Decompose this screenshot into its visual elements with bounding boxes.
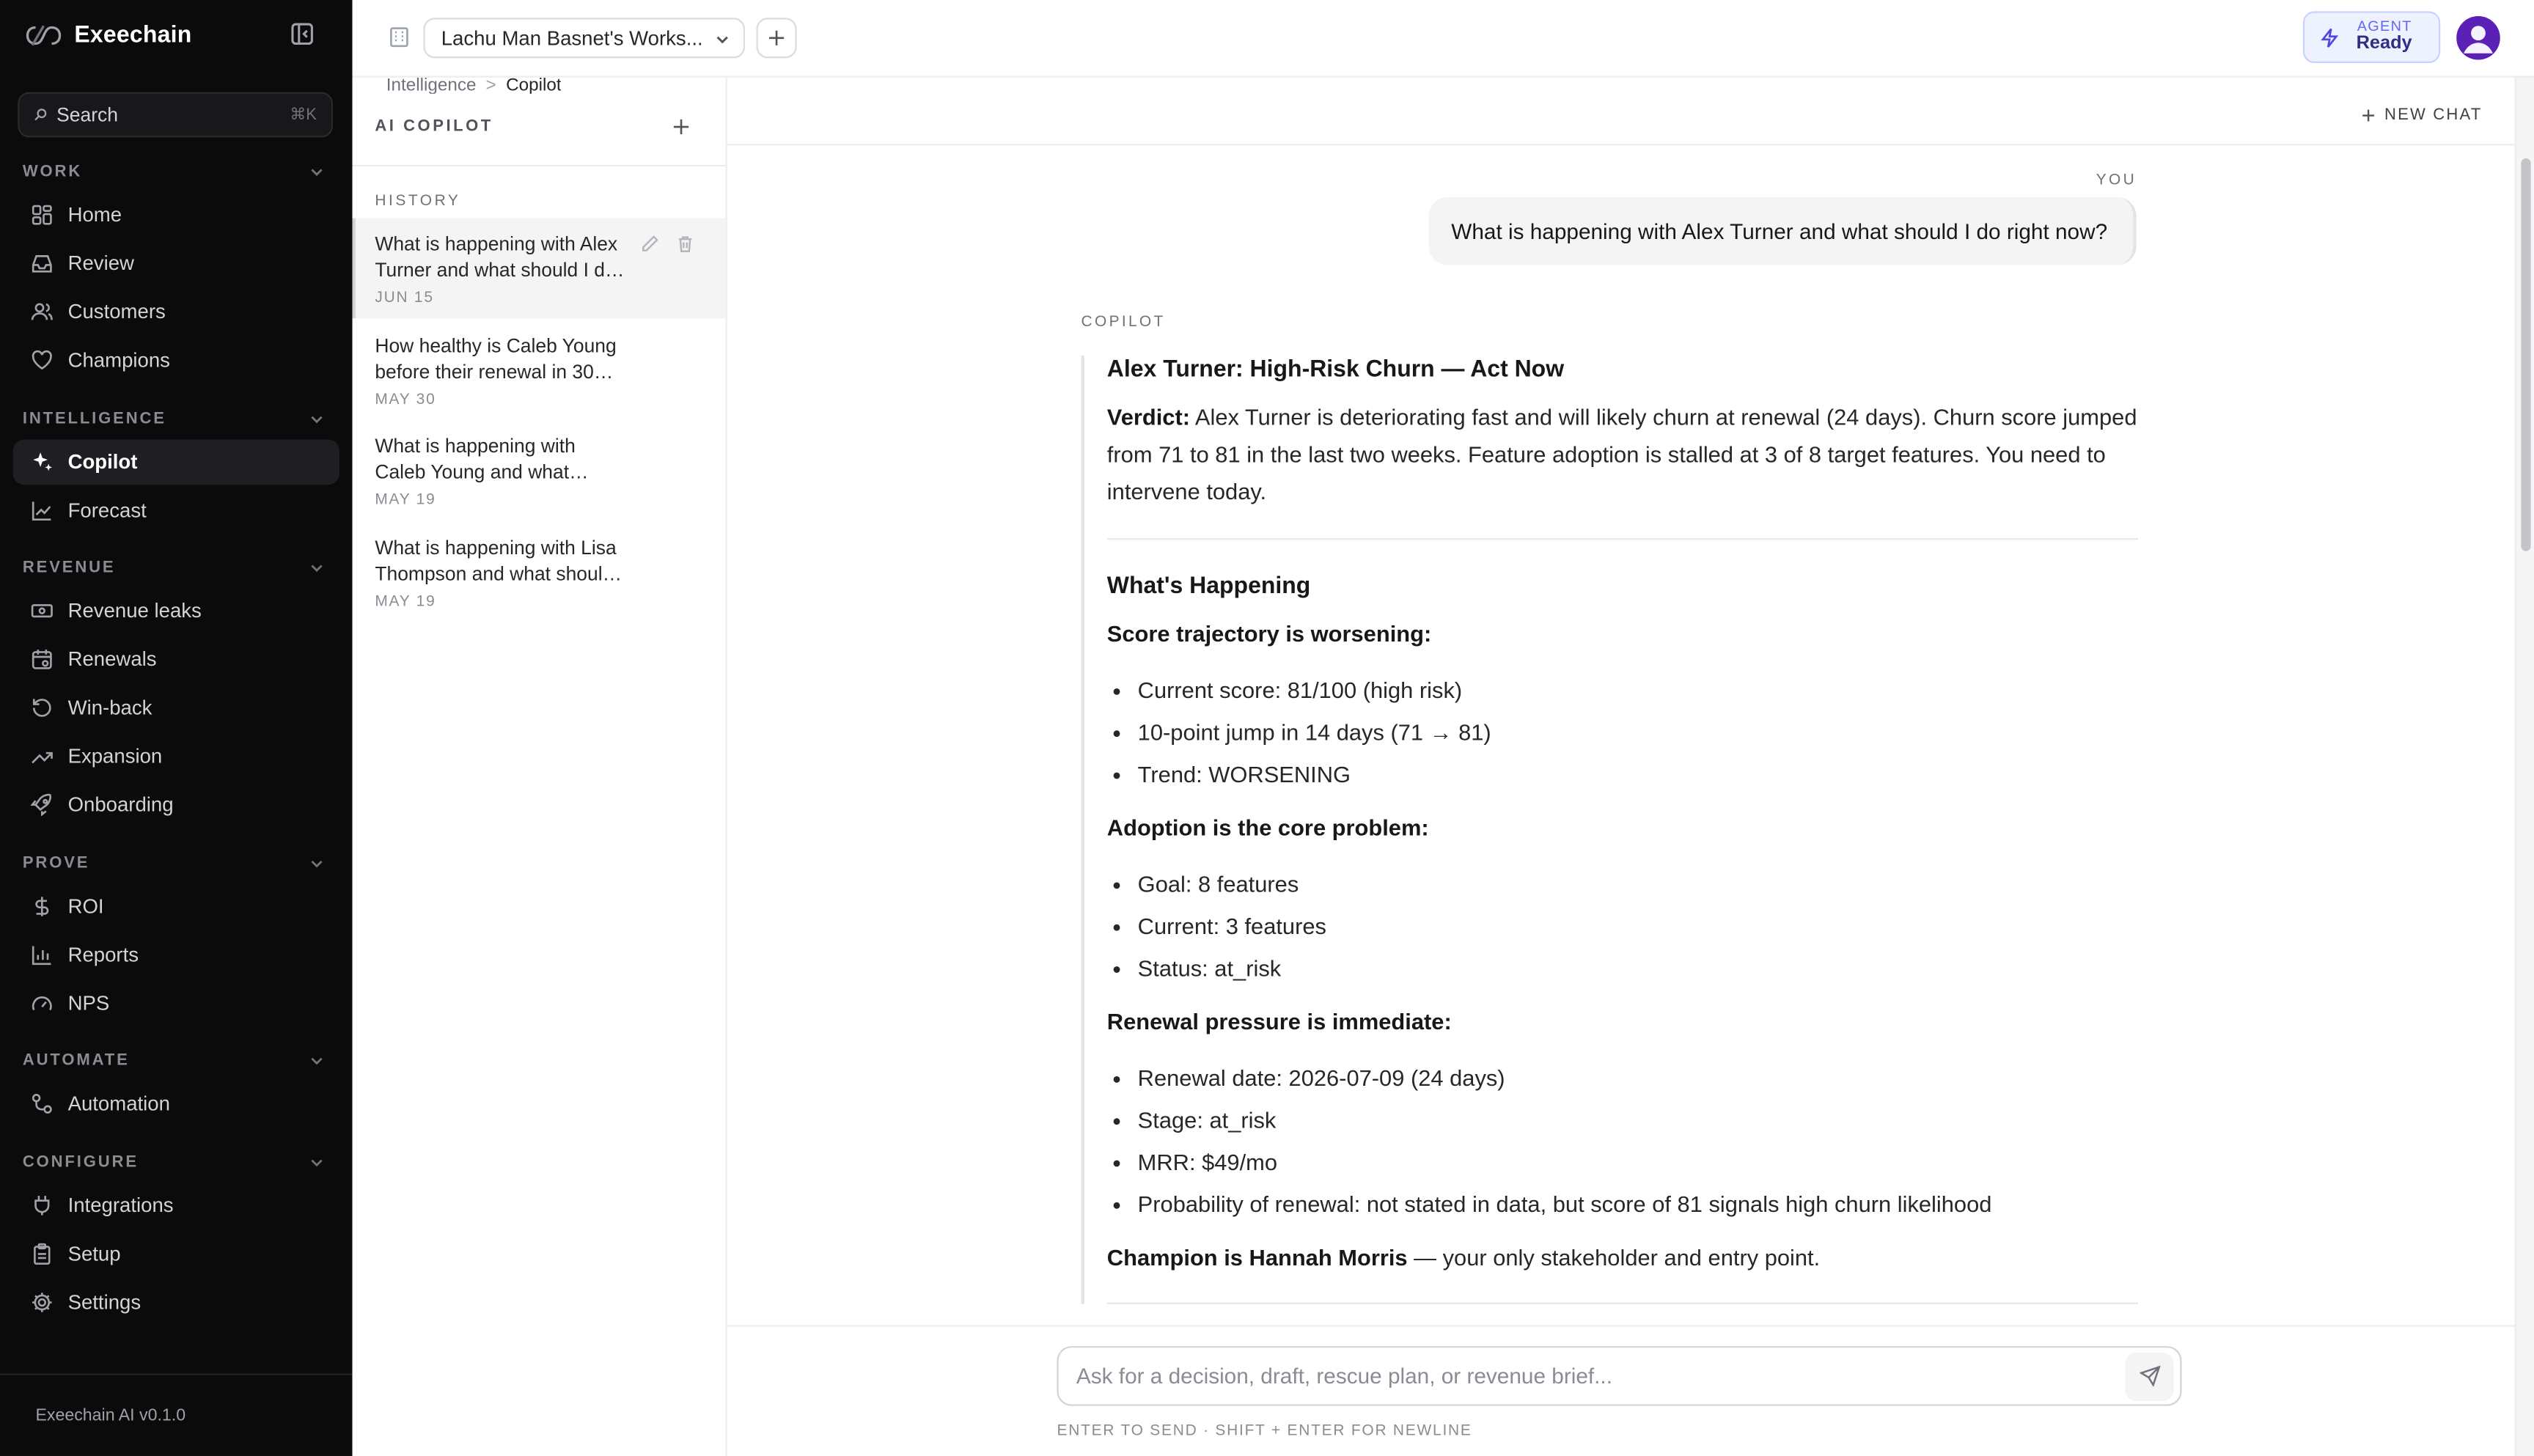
nav-label: Copilot bbox=[67, 450, 138, 474]
sidebar-item-setup[interactable] bbox=[13, 1232, 339, 1277]
calendar-icon bbox=[31, 648, 54, 671]
composer-hint: ENTER TO SEND · SHIFT + ENTER FOR NEWLINE bbox=[1057, 1422, 1472, 1440]
sidebar-item-review[interactable] bbox=[13, 240, 339, 286]
search-placeholder: Search bbox=[56, 103, 118, 126]
nav-label: Setup bbox=[67, 1243, 121, 1265]
chevron-down-icon bbox=[309, 1052, 325, 1068]
scrollbar-thumb[interactable] bbox=[2521, 158, 2530, 551]
nav-label: ROI bbox=[67, 895, 104, 918]
history-item-title: How healthy is Caleb Young before their renewal in 30 bbox=[375, 334, 617, 383]
history-label: HISTORY bbox=[375, 192, 461, 210]
add-workspace-button[interactable] bbox=[757, 18, 797, 58]
agent-label: AGENT bbox=[2357, 18, 2412, 34]
section-work[interactable] bbox=[23, 160, 330, 183]
history-item-date: JUN 15 bbox=[375, 289, 434, 307]
sidebar-item-nps[interactable] bbox=[13, 981, 339, 1026]
verdict-text: Alex Turner is deteriorating fast and will likely churn at renewal (24 days). Churn score jumped from 71 to 81 in the last two weeks. Feature adoption is stalled at 3 of 8 target features. You need to intervene today. bbox=[1106, 404, 2137, 504]
composer bbox=[1057, 1346, 2181, 1406]
section-automate[interactable] bbox=[23, 1049, 330, 1072]
user-label: YOU bbox=[2096, 171, 2137, 189]
divider bbox=[1107, 538, 2138, 540]
section-intelligence[interactable] bbox=[23, 407, 330, 430]
new-chat-button[interactable] bbox=[2362, 106, 2482, 124]
avatar[interactable] bbox=[2456, 16, 2500, 60]
gear-icon bbox=[31, 1291, 54, 1314]
section-configure[interactable] bbox=[23, 1150, 330, 1173]
history-panel bbox=[352, 78, 727, 1456]
users-icon bbox=[31, 301, 54, 323]
plug-icon bbox=[31, 1194, 54, 1217]
section-prove[interactable] bbox=[23, 852, 330, 875]
champion-line bbox=[1107, 1241, 2138, 1273]
heart-icon bbox=[31, 349, 54, 372]
nav-label: Expansion bbox=[67, 745, 163, 768]
response-group-heading: Score trajectory is worsening: bbox=[1106, 620, 1432, 647]
agent-status-badge[interactable] bbox=[2303, 11, 2440, 63]
list-item: • 10-point jump in 14 days (71 → 81) bbox=[1138, 711, 2138, 753]
rotate-icon bbox=[31, 696, 54, 719]
list-item: • Stage: at_risk bbox=[1138, 1099, 2138, 1141]
chevron-down-icon bbox=[309, 559, 325, 576]
list-item: • Current: 3 features bbox=[1138, 905, 2138, 946]
sidebar-item-forecast[interactable] bbox=[13, 488, 339, 534]
nav-label: NPS bbox=[67, 992, 110, 1015]
dollar-icon bbox=[31, 895, 54, 918]
chevron-down-icon bbox=[309, 411, 325, 427]
user-message bbox=[1428, 197, 2136, 265]
breadcrumb-separator: > bbox=[485, 77, 496, 94]
nav-label: Customers bbox=[67, 300, 166, 323]
workspace-selector[interactable] bbox=[423, 18, 745, 58]
sparkle-icon bbox=[31, 451, 54, 474]
history-item-date: MAY 19 bbox=[375, 592, 436, 611]
sidebar-item-automation[interactable] bbox=[13, 1081, 339, 1127]
sidebar-item-home[interactable] bbox=[13, 192, 339, 238]
nav-label: Automation bbox=[67, 1092, 170, 1115]
gauge-icon bbox=[31, 992, 54, 1015]
message-list[interactable] bbox=[727, 145, 2495, 1325]
sidebar-item-reports[interactable] bbox=[13, 933, 339, 978]
rocket-icon bbox=[31, 793, 54, 816]
history-item-title: What is happening with Caleb Young and what bbox=[375, 434, 576, 484]
new-chat-label: NEW CHAT bbox=[2384, 106, 2483, 125]
response-title: Alex Turner: High-Risk Churn — Act Now bbox=[1106, 357, 1565, 383]
nav-label: Revenue leaks bbox=[67, 599, 202, 622]
verdict-label: Verdict: bbox=[1106, 404, 1191, 430]
brand-name: Exeechain bbox=[74, 22, 192, 49]
chevron-down-icon bbox=[714, 30, 730, 46]
history-item[interactable] bbox=[352, 320, 725, 420]
plus-icon bbox=[2362, 109, 2376, 123]
sidebar-footer bbox=[0, 1374, 352, 1456]
section-title: INTELLIGENCE bbox=[22, 409, 166, 428]
list-item: • Renewal date: 2026-07-09 (24 days) bbox=[1138, 1057, 2138, 1099]
chat-area bbox=[727, 78, 2515, 1456]
brand-logo-icon bbox=[26, 23, 61, 48]
section-title: AUTOMATE bbox=[22, 1051, 130, 1070]
chevron-down-icon bbox=[309, 1154, 325, 1170]
sidebar-item-renewals[interactable] bbox=[13, 636, 339, 682]
response-group-heading: Adoption is the core problem: bbox=[1106, 814, 1429, 841]
panel-divider bbox=[352, 165, 725, 166]
response-section-title: What's Happening bbox=[1106, 573, 1311, 600]
nav-label: Renewals bbox=[67, 647, 157, 671]
app-version: Exeechain AI v0.1.0 bbox=[35, 1405, 186, 1426]
sidebar-item-onboarding[interactable] bbox=[13, 782, 339, 828]
chat-scrollbar[interactable] bbox=[2515, 78, 2534, 1456]
history-item-title: What is happening with Alex Turner and what should I do bbox=[375, 232, 618, 282]
history-item-actions bbox=[640, 235, 695, 254]
topbar bbox=[352, 0, 2534, 78]
clipboard-icon bbox=[31, 1243, 54, 1265]
sidebar-item-customers[interactable] bbox=[13, 290, 339, 335]
breadcrumb-parent[interactable]: Intelligence bbox=[386, 77, 477, 94]
history-item-date: MAY 30 bbox=[375, 391, 436, 409]
list-item: • MRR: $49/mo bbox=[1138, 1141, 2138, 1183]
nav-label: Review bbox=[67, 251, 134, 275]
chat-header bbox=[727, 78, 2515, 146]
sidebar-item-settings[interactable] bbox=[13, 1280, 339, 1326]
sidebar-item-integrations[interactable] bbox=[13, 1183, 339, 1228]
section-title: REVENUE bbox=[22, 558, 116, 576]
sidebar-item-expansion[interactable] bbox=[13, 734, 339, 779]
sidebar-item-win-back[interactable] bbox=[13, 685, 339, 731]
nav-label: Onboarding bbox=[67, 793, 174, 817]
history-item-title: What is happening with Lisa Thompson and what should I bbox=[375, 536, 625, 585]
nav-label: Settings bbox=[67, 1291, 142, 1315]
message-input[interactable] bbox=[1076, 1364, 2125, 1388]
search-icon bbox=[34, 109, 47, 122]
plus-icon bbox=[768, 29, 785, 47]
section-title: PROVE bbox=[22, 853, 90, 872]
breadcrumb-current: Copilot bbox=[506, 77, 562, 94]
search-shortcut: ⌘K bbox=[290, 106, 317, 124]
response-bullet-list bbox=[1107, 1057, 2138, 1225]
grid-icon bbox=[31, 204, 54, 227]
list-item: • Current score: 81/100 (high risk) bbox=[1138, 669, 2138, 711]
section-revenue[interactable] bbox=[23, 556, 330, 578]
nav-label: Win-back bbox=[67, 696, 153, 719]
workspace-name: Lachu Man Basnet's Works... bbox=[441, 26, 703, 50]
agent-status: Ready bbox=[2356, 34, 2412, 54]
section-title: WORK bbox=[22, 162, 83, 180]
trending-up-icon bbox=[31, 745, 54, 768]
sidebar-collapse-icon[interactable] bbox=[290, 21, 315, 47]
bolt-icon bbox=[2319, 26, 2340, 48]
nav-label: Forecast bbox=[67, 499, 147, 522]
response-bullet-list bbox=[1107, 669, 2138, 795]
brand[interactable] bbox=[26, 18, 191, 53]
nav-label: Champions bbox=[67, 349, 170, 372]
new-conversation-button[interactable] bbox=[672, 118, 690, 136]
list-item: • Status: at_risk bbox=[1138, 947, 2138, 989]
nav-label: Home bbox=[67, 203, 122, 227]
response-bullet-list bbox=[1107, 863, 2138, 989]
agent-text bbox=[2357, 20, 2412, 54]
history-item[interactable] bbox=[352, 420, 725, 521]
trash-icon[interactable] bbox=[675, 235, 694, 254]
sidebar-item-copilot[interactable] bbox=[13, 440, 339, 485]
send-button[interactable] bbox=[2125, 1352, 2173, 1400]
history-item-date: MAY 19 bbox=[375, 491, 436, 510]
history-item[interactable] bbox=[352, 218, 725, 319]
list-item: • Probability of renewal: not stated in data, but score of 81 signals high churn likelihood bbox=[1138, 1183, 2138, 1224]
response-group-heading: Renewal pressure is immediate: bbox=[1106, 1008, 1452, 1034]
workflow-icon bbox=[31, 1092, 54, 1115]
composer-zone bbox=[727, 1325, 2515, 1456]
sidebar-item-champions[interactable] bbox=[13, 338, 339, 383]
breadcrumb bbox=[386, 78, 562, 94]
banknote-icon bbox=[31, 600, 54, 622]
sidebar-search[interactable] bbox=[18, 92, 333, 138]
sidebar-item-roi[interactable] bbox=[13, 884, 339, 930]
building-icon bbox=[388, 26, 411, 48]
bar-chart-icon bbox=[31, 944, 54, 966]
sidebar-item-revenue-leaks[interactable] bbox=[13, 588, 339, 633]
inbox-icon bbox=[31, 252, 54, 275]
edit-icon[interactable] bbox=[640, 235, 659, 254]
copilot-response bbox=[1081, 356, 2138, 1304]
section-title: CONFIGURE bbox=[22, 1152, 139, 1171]
nav-label: Reports bbox=[67, 944, 139, 967]
panel-title: AI COPILOT bbox=[375, 117, 493, 136]
send-icon bbox=[2139, 1366, 2160, 1387]
sidebar bbox=[0, 0, 352, 1456]
line-chart-icon bbox=[31, 499, 54, 522]
nav-label: Integrations bbox=[67, 1194, 174, 1217]
user-message-text: What is happening with Alex Turner and what should I do right now? bbox=[1451, 218, 2108, 243]
history-item[interactable] bbox=[352, 522, 725, 622]
list-item: • Goal: 8 features bbox=[1138, 863, 2138, 905]
chevron-down-icon bbox=[309, 855, 325, 871]
response-verdict bbox=[1107, 399, 2138, 510]
chevron-down-icon bbox=[309, 163, 325, 180]
list-item: • Trend: WORSENING bbox=[1138, 753, 2138, 795]
champion-name: Champion is Hannah Morris bbox=[1106, 1244, 1408, 1271]
copilot-label: COPILOT bbox=[1081, 313, 1166, 331]
divider bbox=[1107, 1303, 2138, 1304]
champion-text: — your only stakeholder and entry point. bbox=[1407, 1244, 1821, 1271]
